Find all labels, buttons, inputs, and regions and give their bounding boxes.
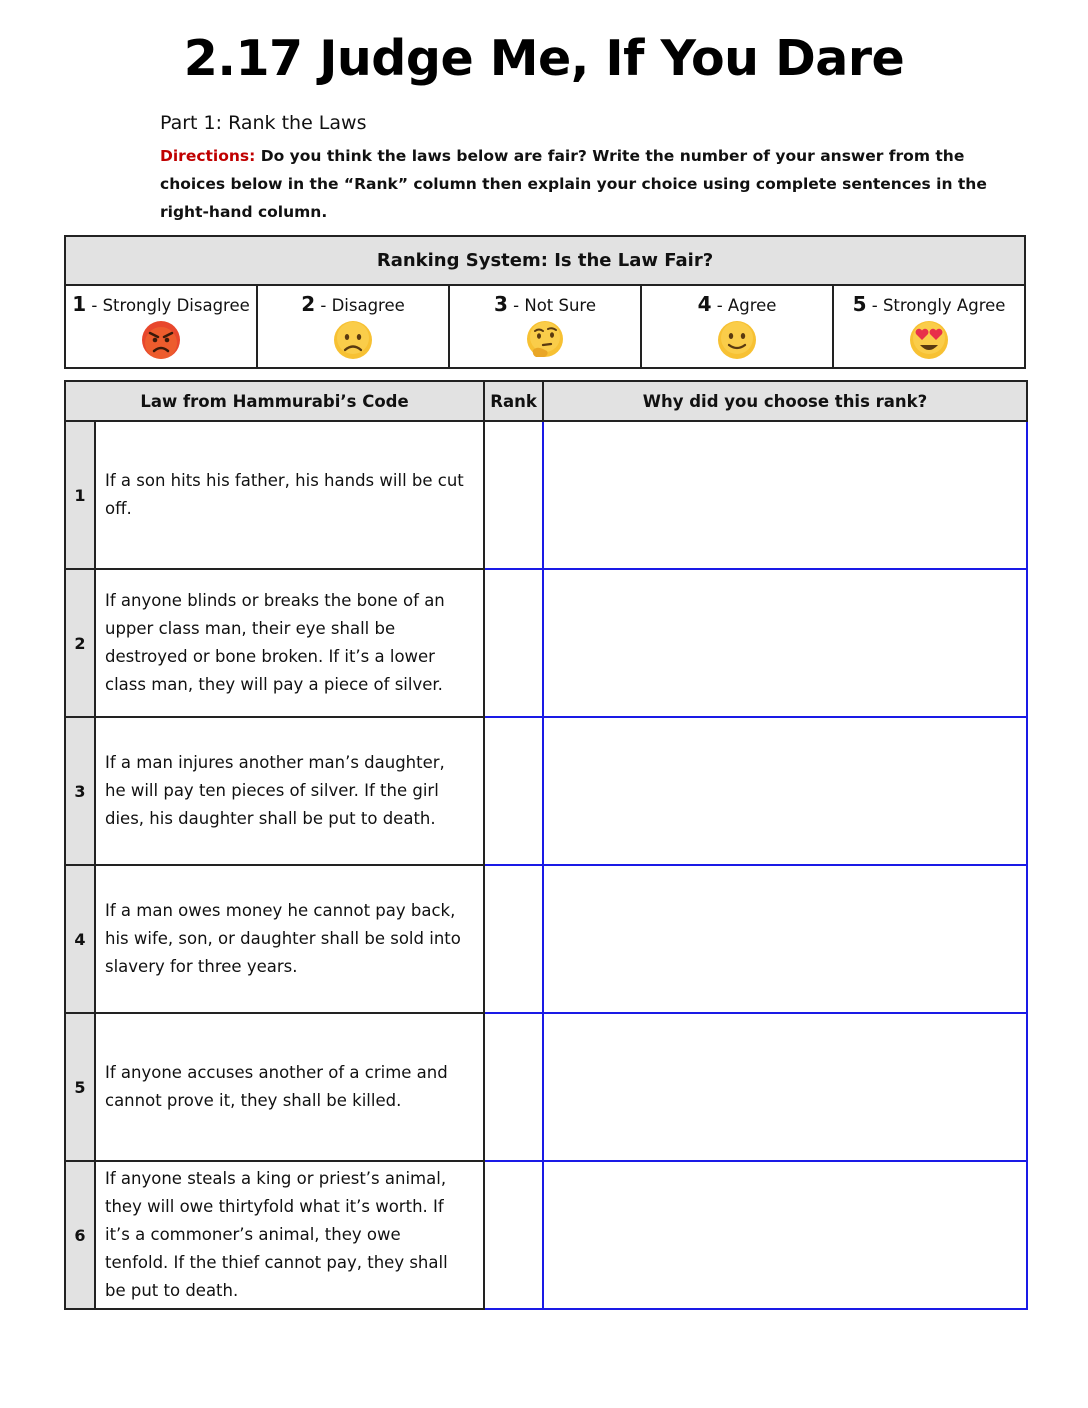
directions-text: Do you think the laws below are fair? Write the number of your answer from the choices below in the “Rank” column then explain your choice using complete sentences in the right-hand column. bbox=[160, 147, 987, 221]
rank-answer-field[interactable] bbox=[484, 717, 543, 865]
rank-option-label: - Strongly Agree bbox=[866, 296, 1006, 315]
law-text: If anyone blinds or breaks the bone of an upper class man, their eye shall be destroyed or bone broken. If it’s a lower class man, they will pay a piece of silver. bbox=[95, 569, 484, 717]
explanation-answer-field[interactable] bbox=[543, 421, 1027, 569]
rank-answer-field[interactable] bbox=[484, 1161, 543, 1309]
law-text: If a man owes money he cannot pay back, his wife, son, or daughter shall be sold into slavery for three years. bbox=[95, 865, 484, 1013]
row-number: 2 bbox=[65, 569, 95, 717]
thinking-face-icon bbox=[525, 320, 565, 360]
table-row bbox=[65, 421, 1027, 569]
heart-eyes-face-icon bbox=[909, 320, 949, 360]
table-row bbox=[65, 1013, 1027, 1161]
slightly-smiling-face-icon bbox=[717, 320, 757, 360]
law-text: If anyone steals a king or priest’s animal, they will owe thirtyfold what it’s worth. If it’s a commoner’s animal, they owe tenfold. If the thief cannot pay, they shall be put to death. bbox=[95, 1161, 484, 1309]
rank-option-1 bbox=[66, 286, 258, 369]
header-law: Law from Hammurabi’s Code bbox=[65, 381, 484, 421]
table-header-row bbox=[65, 381, 1027, 421]
header-why: Why did you choose this rank? bbox=[543, 381, 1027, 421]
rank-option-4 bbox=[642, 286, 834, 369]
rank-answer-field[interactable] bbox=[484, 865, 543, 1013]
table-row bbox=[65, 865, 1027, 1013]
rank-option-label: - Not Sure bbox=[507, 296, 597, 315]
rank-option-5 bbox=[834, 286, 1024, 369]
law-text: If a son hits his father, his hands will be cut off. bbox=[95, 421, 484, 569]
rank-option-number: 5 bbox=[852, 292, 867, 316]
explanation-answer-field[interactable] bbox=[543, 1013, 1027, 1161]
rank-option-number: 1 bbox=[72, 292, 87, 316]
ranking-system-heading: Ranking System: Is the Law Fair? bbox=[66, 237, 1024, 286]
ranking-system-box bbox=[64, 235, 1026, 369]
rank-option-2 bbox=[258, 286, 450, 369]
rank-answer-field[interactable] bbox=[484, 421, 543, 569]
row-number: 5 bbox=[65, 1013, 95, 1161]
rank-option-number: 3 bbox=[493, 292, 508, 316]
rank-option-label: - Agree bbox=[711, 296, 777, 315]
law-table bbox=[64, 380, 1028, 1310]
rank-option-label: - Disagree bbox=[315, 296, 405, 315]
row-number: 3 bbox=[65, 717, 95, 865]
rank-answer-field[interactable] bbox=[484, 569, 543, 717]
row-number: 1 bbox=[65, 421, 95, 569]
rank-option-3 bbox=[450, 286, 642, 369]
rank-option-number: 4 bbox=[697, 292, 712, 316]
directions-label: Directions: bbox=[160, 147, 256, 165]
row-number: 6 bbox=[65, 1161, 95, 1309]
explanation-answer-field[interactable] bbox=[543, 717, 1027, 865]
row-number: 4 bbox=[65, 865, 95, 1013]
header-rank: Rank bbox=[484, 381, 543, 421]
rank-answer-field[interactable] bbox=[484, 1013, 543, 1161]
rank-option-label: - Strongly Disagree bbox=[86, 296, 250, 315]
table-row bbox=[65, 717, 1027, 865]
frowning-face-icon bbox=[333, 320, 373, 360]
explanation-answer-field[interactable] bbox=[543, 865, 1027, 1013]
part-heading: Part 1: Rank the Laws bbox=[160, 112, 367, 134]
page-title: 2.17 Judge Me, If You Dare bbox=[183, 30, 905, 87]
table-row bbox=[65, 1161, 1027, 1309]
angry-face-icon bbox=[141, 320, 181, 360]
law-text: If a man injures another man’s daughter, he will pay ten pieces of silver. If the girl dies, his daughter shall be put to death. bbox=[95, 717, 484, 865]
explanation-answer-field[interactable] bbox=[543, 1161, 1027, 1309]
law-text: If anyone accuses another of a crime and cannot prove it, they shall be killed. bbox=[95, 1013, 484, 1161]
rank-option-number: 2 bbox=[301, 292, 316, 316]
explanation-answer-field[interactable] bbox=[543, 569, 1027, 717]
table-row bbox=[65, 569, 1027, 717]
directions bbox=[160, 142, 1000, 226]
ranking-options bbox=[66, 286, 1024, 369]
